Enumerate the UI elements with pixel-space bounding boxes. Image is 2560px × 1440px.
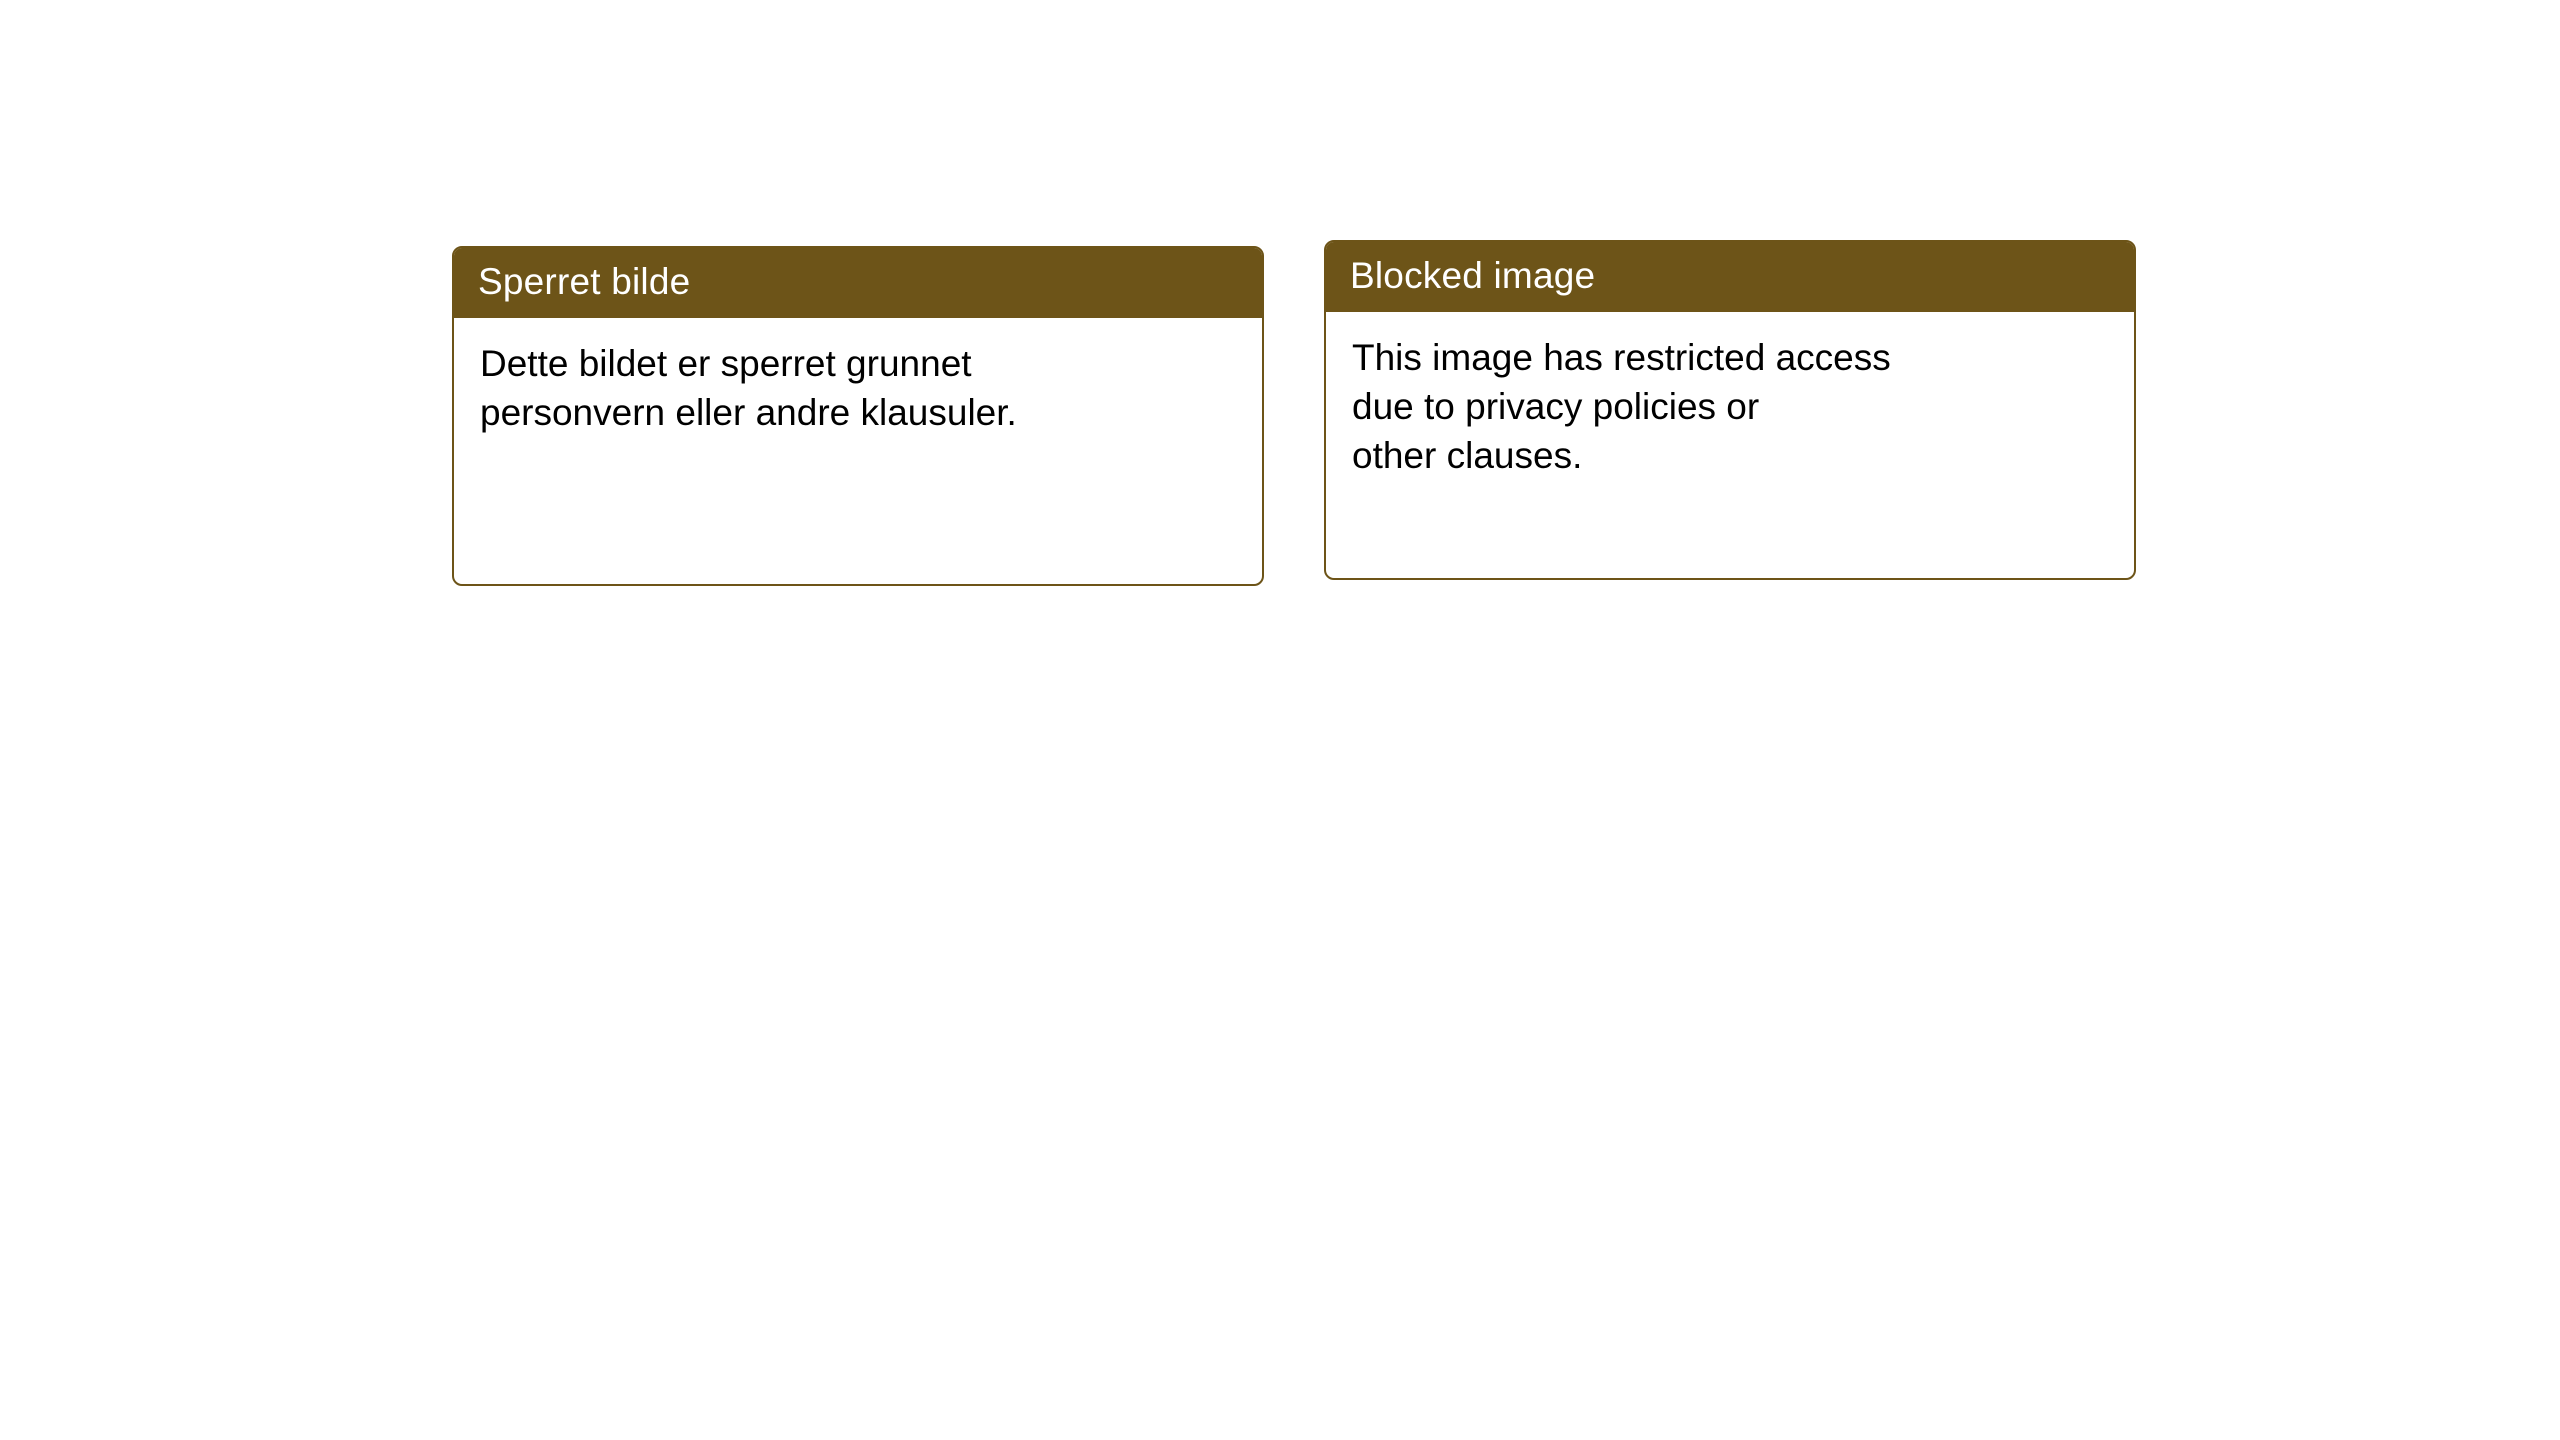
blocked-image-notice-norwegian xyxy=(452,246,1264,586)
notice-body-english xyxy=(1326,312,2134,480)
blocked-image-notice-english xyxy=(1324,240,2136,580)
notice-body-line: other clauses. xyxy=(1352,435,1583,477)
notice-body-line: Dette bildet er sperret grunnet xyxy=(480,343,972,385)
notice-body-line: personvern eller andre klausuler. xyxy=(480,392,1017,434)
notice-body-line: This image has restricted access xyxy=(1352,337,1891,379)
notice-body-norwegian xyxy=(454,318,1262,438)
notice-title-norwegian: Sperret bilde xyxy=(454,248,1262,318)
notice-body-line: due to privacy policies or xyxy=(1352,386,1760,428)
notice-title-english: Blocked image xyxy=(1326,242,2134,312)
